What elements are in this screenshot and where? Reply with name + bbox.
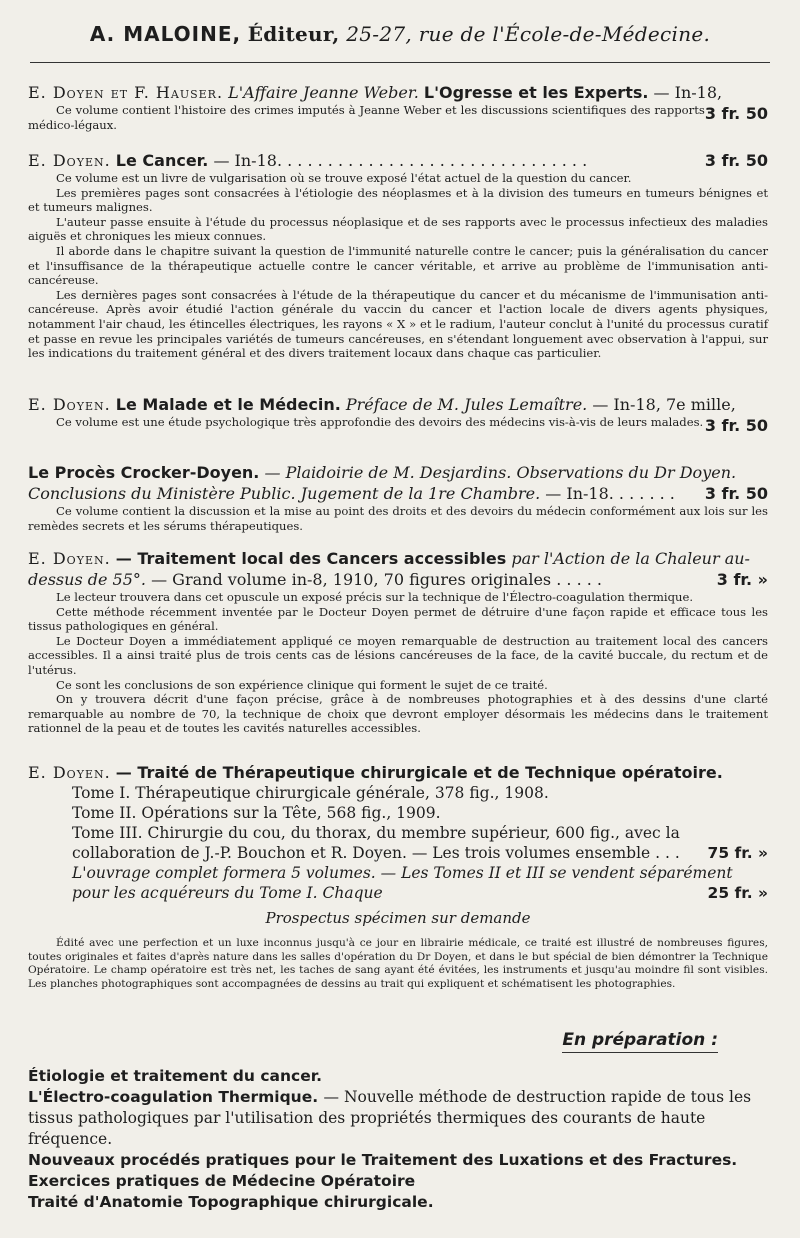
preparation-item: Traité d'Anatomie Topographique chirurgicale. xyxy=(28,1193,434,1211)
entry-proces-crocker xyxy=(28,462,768,533)
entry-description: Ce sont les conclusions de son expérience clinique qui forment le sujet de ce traité. xyxy=(56,677,548,692)
header-rule xyxy=(30,62,770,63)
entry-description: Le Docteur Doyen a immédiatement appliqué ce moyen remarquable de destruction au traitement local des cancers accessibles. Il a ainsi traité plus de trois cents cas de lésions cancéreuses de la face, de la cavité buccale, du rectum et de l'utérus. xyxy=(28,633,768,677)
publisher-role: Éditeur, xyxy=(247,22,340,46)
preparation-item-title: L'Électro-coagulation Thermique. xyxy=(28,1088,319,1106)
entry-title-italic: Préface de M. Jules Lemaître. xyxy=(345,395,588,414)
entry-title-bold: Le Procès Crocker-Doyen. xyxy=(28,463,260,482)
tome-line xyxy=(72,823,768,863)
preparation-list xyxy=(28,1066,768,1213)
entry-format: — Grand volume in-8, 1910, 70 figures originales . . . . . xyxy=(151,570,602,589)
tome-line xyxy=(72,863,768,903)
entry-title-bold: Le Cancer. xyxy=(115,151,209,170)
entry-description: Ce volume est un livre de vulgarisation où se trouve exposé l'état actuel de la question du cancer. xyxy=(56,171,632,185)
entry-description: Les premières pages sont consacrées à l'étiologie des néoplasmes et à la division des tumeurs en tumeurs bénignes et et tumeurs malignes. xyxy=(28,185,768,215)
tome-price: 75 fr. » xyxy=(707,844,768,862)
prospectus-note: Prospectus spécimen sur demande xyxy=(265,909,531,927)
publisher-address: 25-27, rue de l'École-de-Médecine. xyxy=(346,22,711,46)
tome-line: Tome II. Opérations sur la Tête, 568 fig., 1909. xyxy=(72,804,441,822)
preparation-item-desc: — Nouvelle méthode de destruction rapide de tous les tissus pathologiques par l'utilisation des propriétés thermiques des courants de haute fréquence. xyxy=(28,1088,752,1148)
publisher-name: A. MALOINE, xyxy=(89,22,242,46)
entry-le-cancer xyxy=(28,150,768,361)
entry-title-bold: L'Ogresse et les Experts. xyxy=(423,83,649,102)
entry-description: Il aborde dans le chapitre suivant la question de l'immunité naturelle contre le cancer; puis la généralisation du cancer et l'insuffisance de la thérapeutique actuelle contre le cancer véritable, et arrive au problème de l'immunisation anti-cancéreuse. xyxy=(28,243,768,288)
entry-description: Le lecteur trouvera dans cet opuscule un exposé précis sur la technique de l'Électro-coagulation thermique. xyxy=(56,590,694,604)
entry-title xyxy=(28,462,768,504)
entry-title xyxy=(28,762,768,783)
entry-title-italic: L'Affaire Jeanne Weber. xyxy=(228,83,419,102)
entry-price: 3 fr. 50 xyxy=(704,104,768,123)
publisher-header xyxy=(0,22,800,46)
entry-author: E. Doyen. xyxy=(28,549,111,568)
tome-line: Tome I. Thérapeutique chirurgicale générale, 378 fig., 1908. xyxy=(72,784,549,802)
entry-title-bold: — Traitement local des Cancers accessibles xyxy=(115,549,507,568)
preparation-heading: En préparation : xyxy=(562,1030,718,1053)
entry-traitement-local xyxy=(28,548,768,736)
entry-affaire-weber xyxy=(28,82,768,132)
entry-format: — In-18, 7e mille, xyxy=(592,395,736,414)
entry-author: E. Doyen. xyxy=(28,763,111,782)
entry-traite-therapeutique xyxy=(28,762,768,991)
entry-description: Ce volume contient la discussion et la mise au point des droits et des devoirs du médecin conformément aux lois sur les remèdes secrets et les sérums thérapeutiques. xyxy=(28,504,768,533)
entry-title-italic: — Plaidoirie de M. Desjardins. Observations du Dr Doyen. Conclusions du Ministère Public. Jugement de la 1re Chambre. xyxy=(28,463,737,503)
preparation-item: Exercices pratiques de Médecine Opératoire xyxy=(28,1172,416,1190)
entry-title-italic: par l'Action de la Chaleur au-dessus de 55°. xyxy=(28,549,750,589)
tome-text: Tome III. Chirurgie du cou, du thorax, du membre supérieur, 600 fig., avec la collaboration de J.-P. Bouchon et R. Doyen. — Les trois volumes ensemble . . . xyxy=(72,824,680,862)
preparation-item xyxy=(28,1087,768,1150)
entry-price: 3 fr. 50 xyxy=(704,416,768,435)
traite-description: Édité avec une perfection et un luxe inconnus jusqu'à ce jour en librairie médicale, ce traité est illustré de nombreuses figures, toutes originales et faites d'après nature dans les salles d'opération du Dr Doyen, et dans le but spécial de bien démontrer la Technique Opératoire. Le champ opératoire est très net, les taches de sang ayant été évitées, les instruments et jusqu'au moindre fil sont visibles. Les planches photographiques sont accompagnées de dessins au trait qui expliquent et schématisent les photographies. xyxy=(28,937,768,990)
entry-description: L'auteur passe ensuite à l'étude du processus néoplasique et de ses rapports avec le processus infectieux des maladies aiguës et chroniques les mieux connues. xyxy=(28,214,768,244)
entry-author: E. Doyen et F. Hauser. xyxy=(28,83,224,102)
entry-format: — In-18, xyxy=(653,83,723,102)
entry-author: E. Doyen. xyxy=(28,395,111,414)
tome-price: 25 fr. » xyxy=(707,884,768,902)
entry-author: E. Doyen. xyxy=(28,151,111,170)
entry-title-bold: — Traité de Thérapeutique chirurgicale et de Technique opératoire. xyxy=(115,763,723,782)
entry-title xyxy=(28,548,768,590)
preparation-item: Nouveaux procédés pratiques pour le Traitement des Luxations et des Fractures. xyxy=(28,1151,738,1169)
entry-malade-medecin xyxy=(28,394,768,436)
entry-description: Cette méthode récemment inventée par le Docteur Doyen permet de détruire d'une façon rapide et efficace tous les tissus pathologiques en général. xyxy=(28,604,768,634)
entry-description: Ce volume est une étude psychologique très approfondie des devoirs des médecins vis-à-vis de leurs malades. xyxy=(56,415,704,429)
tome-text: L'ouvrage complet formera 5 volumes. — Les Tomes II et III se vendent séparément pour les acquéreurs du Tome I. Chaque xyxy=(72,864,733,902)
entry-title xyxy=(28,150,768,171)
entry-description: Les dernières pages sont consacrées à l'étude de la thérapeutique du cancer et du mécanisme de l'immunisation anti-cancéreuse. Après avoir étudié l'action générale du vaccin du cancer et l'action locale de divers agents physiques, notamment l'air chaud, les étincelles électriques, les rayons « X » et le radium, l'auteur conclut à l'unité du processus curatif et passe en revue les principales variétés de tumeurs cancéreuses, en s'étendant longuement avec observation à l'appui, sur les indications du traitement général et des divers traitement locaux dans chaque cas particulier. xyxy=(28,287,768,361)
entry-format: — In-18. . . . . . . xyxy=(545,484,675,503)
entry-price: 3 fr. 50 xyxy=(704,484,768,503)
entry-price: 3 fr. » xyxy=(716,570,768,589)
entry-title-bold: Le Malade et le Médecin. xyxy=(115,395,341,414)
entry-description: On y trouvera décrit d'une façon précise, grâce à de nombreuses photographies et à des dessins d'une clarté remarquable au nombre de 70, la technique de choix que devront employer désormais les médecins dans le traitement rationnel de la peau et de toutes les cavités naturelles accessibles. xyxy=(28,692,768,736)
entry-format: — In-18. . . . . . . . . . . . . . . . . . . . . . . . . . . . . . . xyxy=(213,151,588,170)
preparation-item: Étiologie et traitement du cancer. xyxy=(28,1067,323,1085)
entry-description: Ce volume contient l'histoire des crimes imputés à Jeanne Weber et les discussions scientifiques des rapports médico-légaux. xyxy=(28,103,705,132)
entry-price: 3 fr. 50 xyxy=(704,151,768,170)
